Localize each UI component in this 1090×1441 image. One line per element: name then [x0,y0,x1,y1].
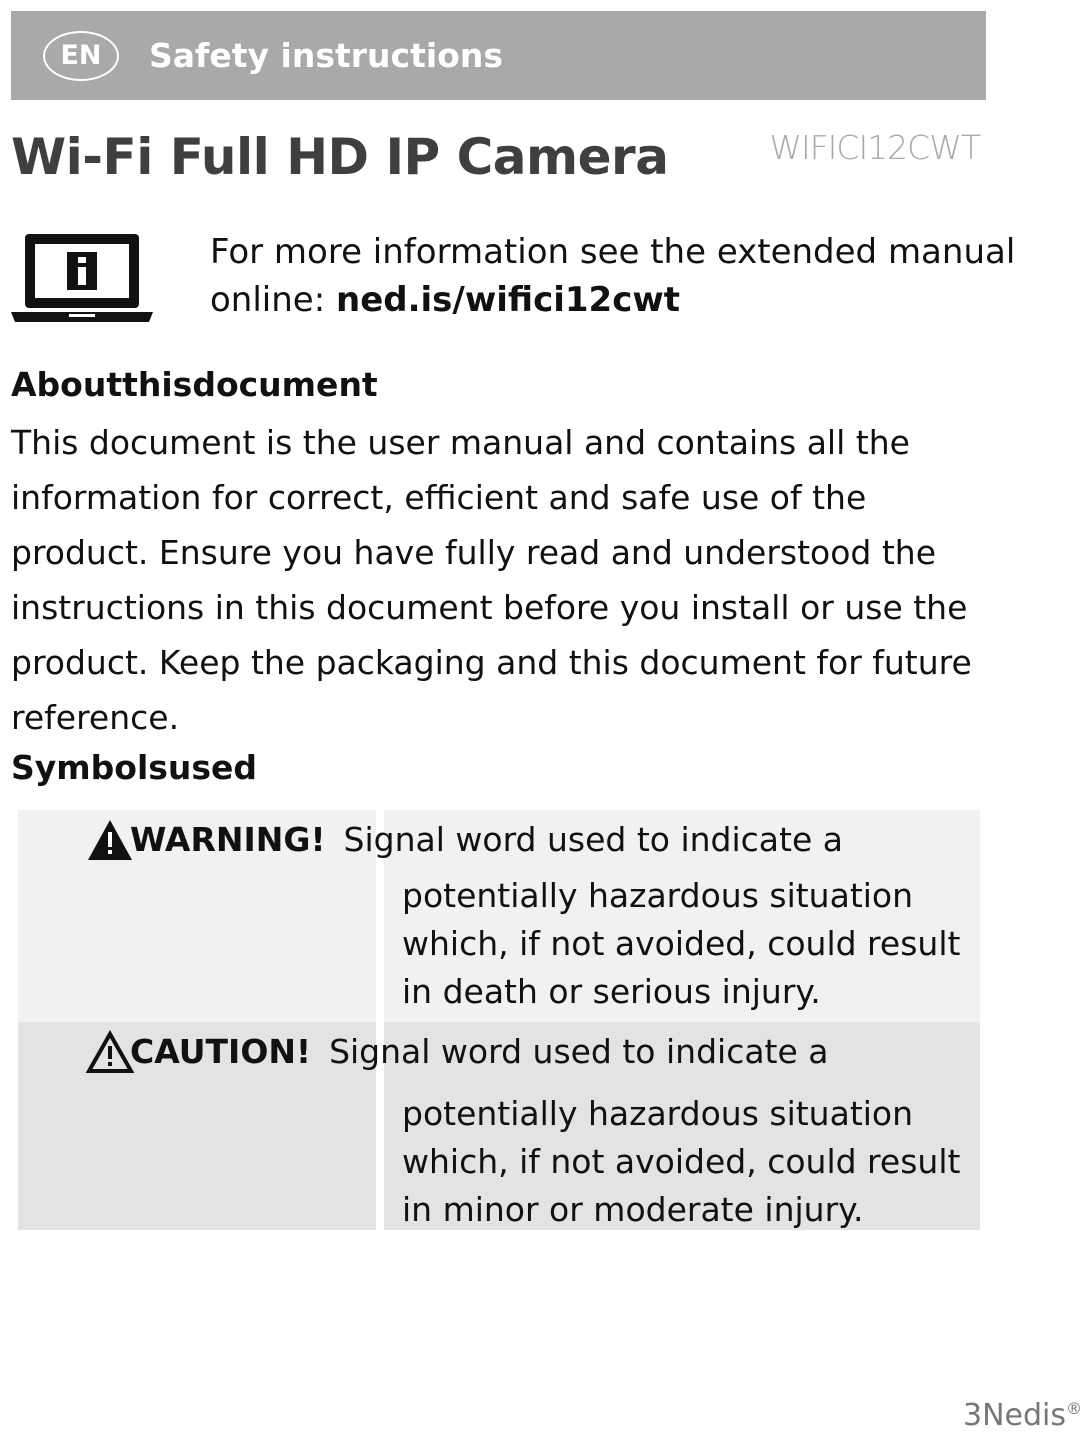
manual-link[interactable]: ned.is/wifici12cwt [335,280,681,320]
about-heading: Aboutthisdocument [11,365,378,404]
warning-signal-text: Signal word used to indicate a [343,820,843,859]
symbols-table [18,810,980,1230]
warning-row [18,810,980,1022]
laptop-info-icon [11,230,153,326]
caution-icon [86,1030,134,1074]
caution-description: potentially hazardous situation which, if not avoided, could result in minor or moderate injury. [402,1094,961,1229]
header-banner [11,11,986,100]
info-prefix: online: [210,280,336,320]
warning-icon [86,818,134,862]
about-body: This document is the user manual and contains all the information for correct, efficient and safe use of the product. Ensure you have fully read and understood the instructions in this document before you install or use the product. Keep the packaging and this document for future reference. [11,423,972,737]
caution-word: CAUTION! [130,1032,312,1071]
language-badge: EN [43,31,119,81]
more-info-text [210,228,1015,324]
caution-signal-text: Signal word used to indicate a [329,1032,829,1071]
model-number: WIFICI12CWT [769,128,980,167]
caution-row [18,1022,980,1230]
warning-word: WARNING! [130,820,326,859]
warning-description: potentially hazardous situation which, if not avoided, could result in death or serious injury. [402,876,961,1011]
symbols-heading: Symbolsused [11,748,258,787]
brand-footer: 3Nedis® [963,1398,1082,1433]
product-title: Wi-Fi Full HD IP Camera [11,128,669,186]
info-line: For more information see the extended manual [210,232,1016,272]
banner-title: Safety instructions [149,36,503,75]
